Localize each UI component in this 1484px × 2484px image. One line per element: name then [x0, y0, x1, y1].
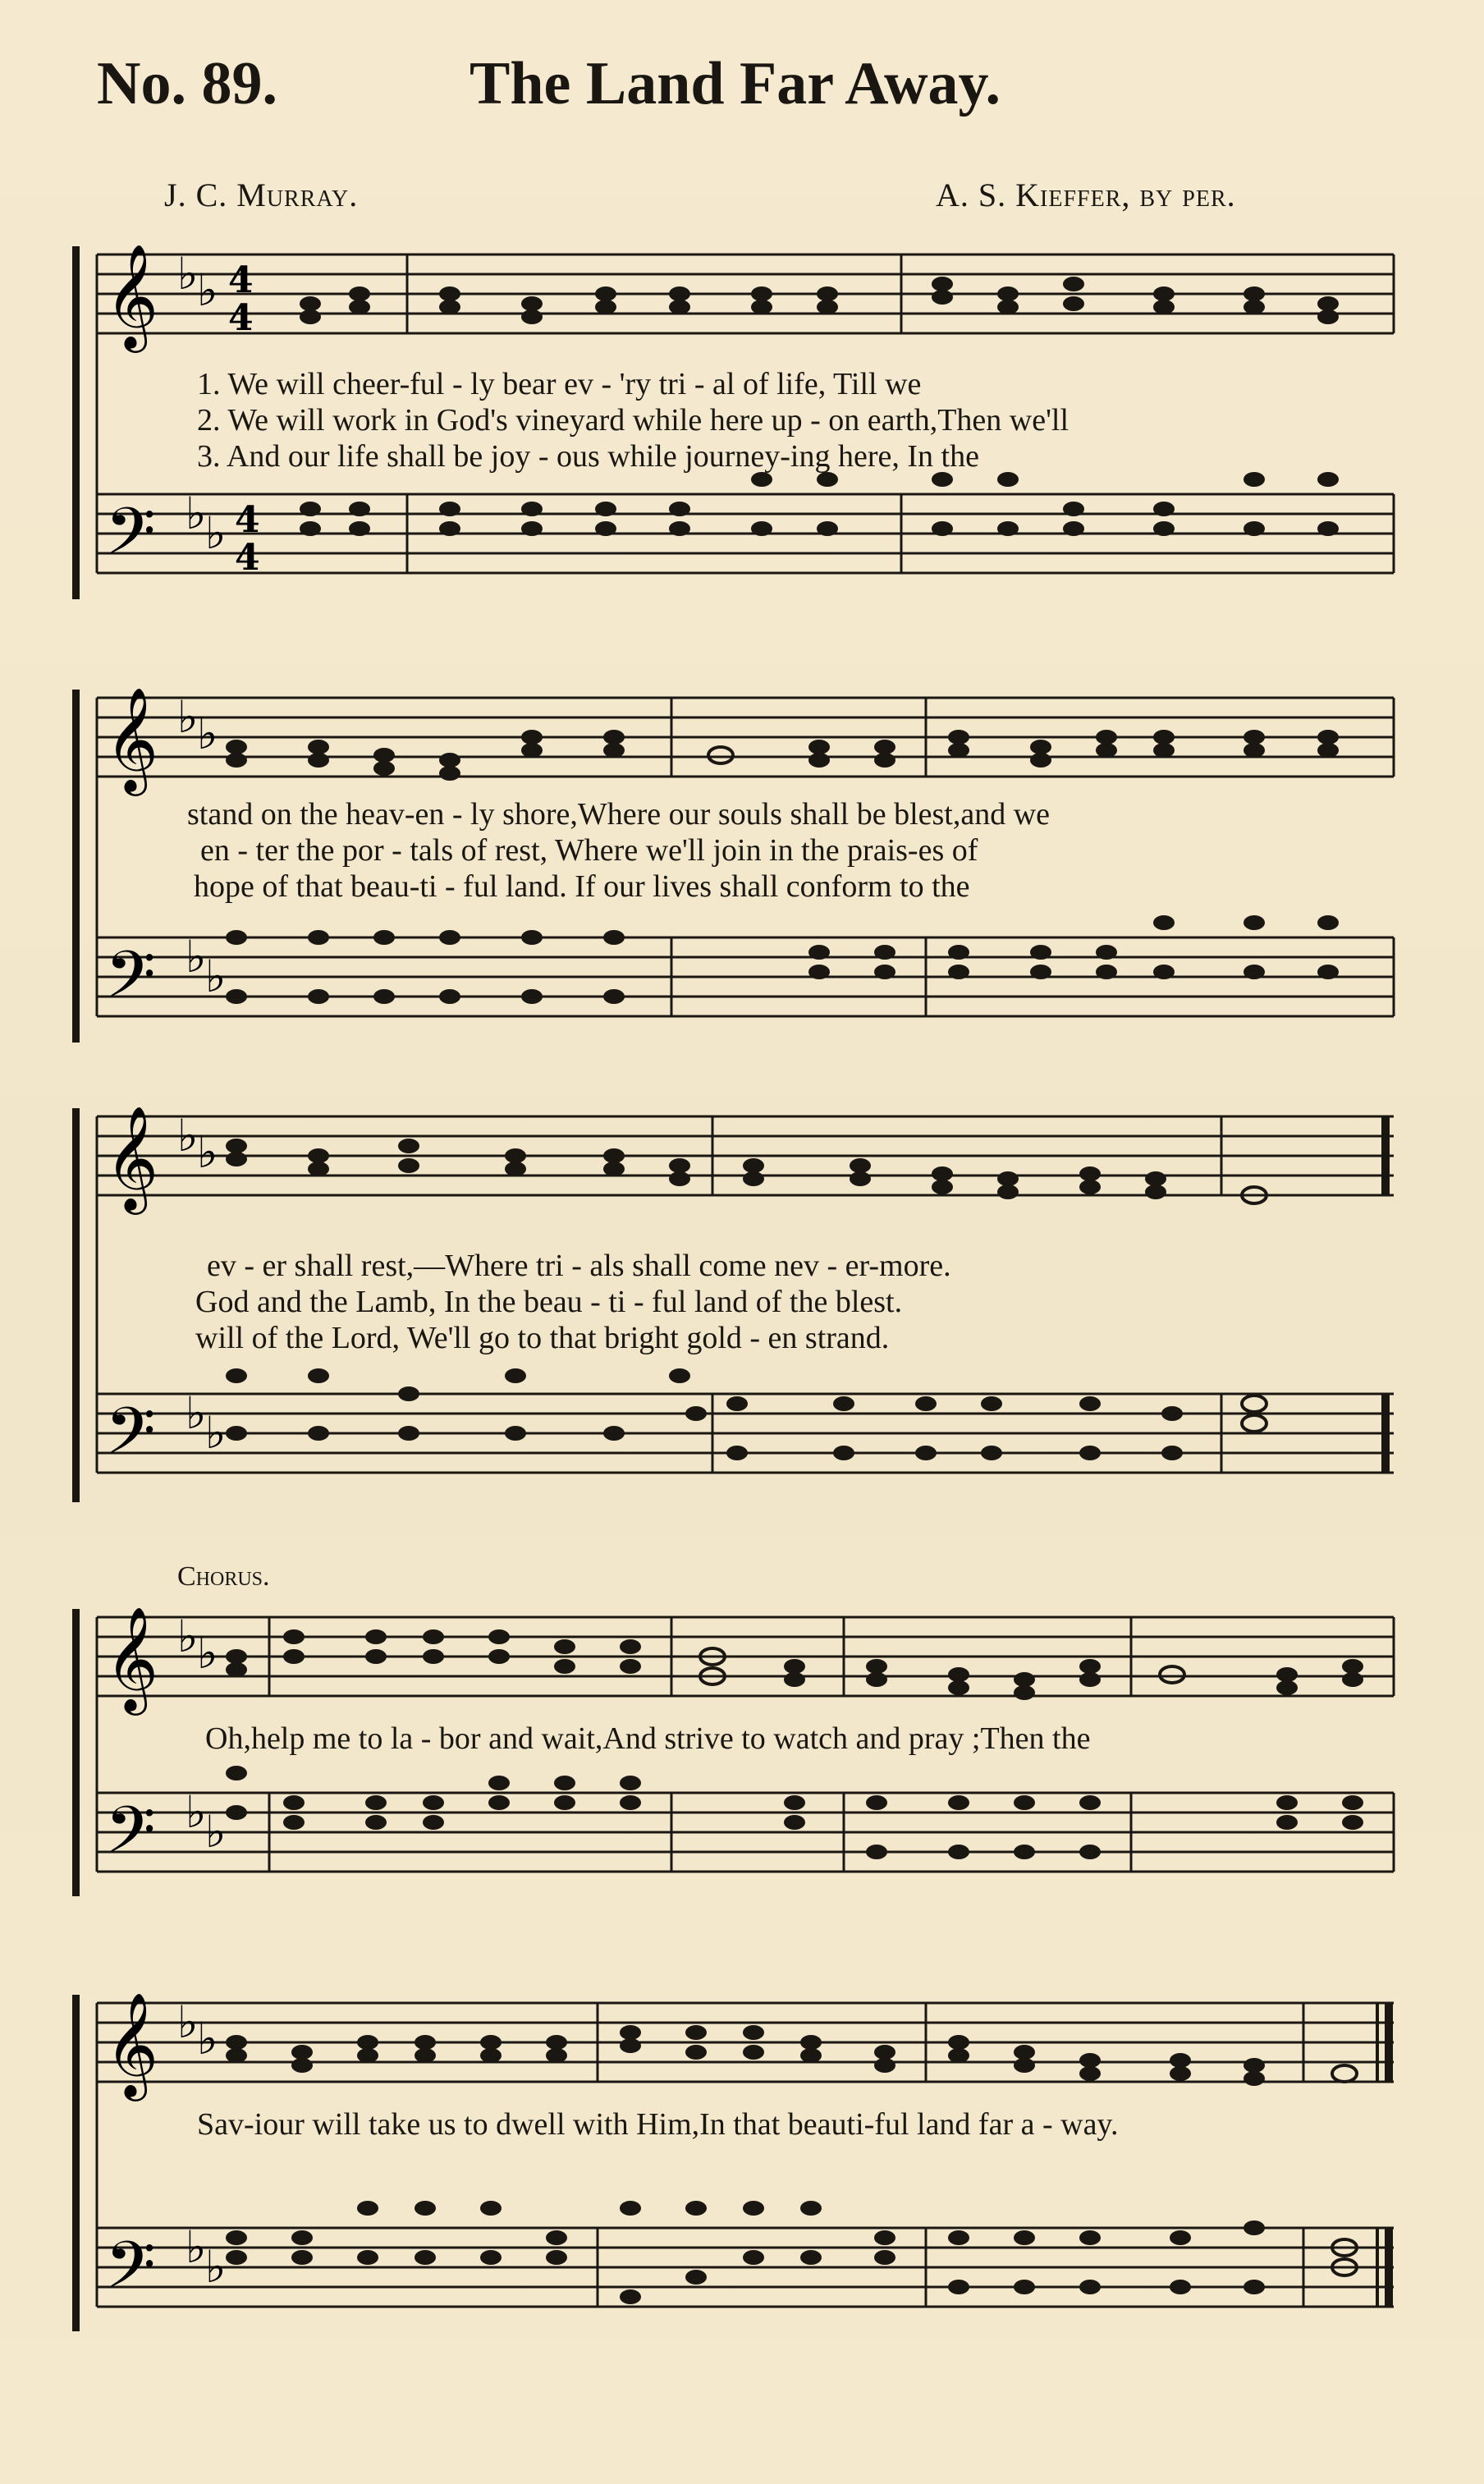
svg-text:♭: ♭: [177, 1611, 199, 1662]
verse1-line2: 2. We will work in God's vineyard while here up - on earth,Then we'll: [197, 403, 1069, 438]
svg-text:♭: ♭: [205, 1806, 227, 1858]
verse2-line2: en - ter the por - tals of rest, Where we'll join in the prais-es of: [200, 833, 978, 868]
svg-text:♭: ♭: [205, 507, 227, 559]
composer-credit: A. S. Kieffer, by per.: [936, 176, 1236, 213]
verse3-line2: God and the Lamb, In the beau - ti - ful land of the blest.: [195, 1285, 903, 1319]
svg-text:♭: ♭: [186, 2221, 207, 2273]
svg-text:♭: ♭: [177, 1110, 199, 1162]
svg-text:♭: ♭: [205, 1407, 227, 1459]
verse1-line3: 3. And our life shall be joy - ous while journey-ing here, In the: [197, 439, 979, 474]
svg-text:4: 4: [235, 499, 260, 541]
svg-text:𝄢: 𝄢: [105, 937, 156, 1029]
svg-text:𝄞: 𝄞: [105, 1105, 159, 1210]
svg-text:4: 4: [228, 297, 254, 339]
svg-text:♭: ♭: [197, 264, 218, 316]
svg-text:♭: ♭: [186, 931, 207, 983]
svg-text:𝄢: 𝄢: [105, 2227, 156, 2319]
svg-text:𝄞: 𝄞: [105, 243, 159, 348]
chorus-line1: Oh,help me to la - bor and wait,And strive to watch and pray ;Then the: [205, 1721, 1091, 1756]
svg-text:♭: ♭: [186, 1387, 207, 1439]
svg-text:♭: ♭: [197, 1126, 218, 1178]
svg-text:𝄢: 𝄢: [105, 493, 156, 585]
lyricist-credit: J. C. Murray.: [164, 176, 359, 213]
svg-text:♭: ♭: [197, 1627, 218, 1679]
svg-text:𝄞: 𝄞: [105, 1991, 159, 2097]
verse3-line1: ev - er shall rest,—Where tri - als shall come nev - er-more.: [207, 1249, 951, 1283]
svg-text:♭: ♭: [186, 488, 207, 539]
svg-text:♭: ♭: [205, 951, 227, 1002]
svg-text:4: 4: [235, 537, 260, 579]
hymn-number: No. 89.: [97, 50, 277, 117]
chorus-line2: Sav-iour will take us to dwell with Him,In that beauti-ful land far a - way.: [197, 2107, 1119, 2142]
svg-text:𝄞: 𝄞: [105, 1606, 159, 1711]
verse1-line1: 1. We will cheer-ful - ly bear ev - 'ry tri - al of life, Till we: [197, 367, 922, 401]
chorus-label: Chorus.: [177, 1561, 270, 1592]
svg-text:4: 4: [228, 259, 254, 301]
svg-text:♭: ♭: [177, 1996, 199, 2048]
svg-text:𝄢: 𝄢: [105, 1393, 156, 1485]
svg-text:♭: ♭: [205, 2241, 227, 2293]
svg-text:𝄢: 𝄢: [105, 1792, 156, 1884]
svg-text:♭: ♭: [177, 248, 199, 300]
svg-text:♭: ♭: [197, 2013, 218, 2065]
svg-text:♭: ♭: [197, 708, 218, 759]
verse3-line3: will of the Lord, We'll go to that bright gold - en strand.: [195, 1321, 890, 1355]
verse2-line1: stand on the heav-en - ly shore,Where our souls shall be blest,and we: [187, 797, 1051, 832]
svg-text:♭: ♭: [177, 691, 199, 743]
verse2-line3: hope of that beau-ti - ful land. If our lives shall conform to the: [194, 869, 970, 904]
svg-text:♭: ♭: [186, 1786, 207, 1838]
hymn-title: The Land Far Away.: [469, 50, 1001, 117]
svg-text:𝄞: 𝄞: [105, 686, 159, 791]
system-5-notation: [72, 1978, 1402, 2364]
